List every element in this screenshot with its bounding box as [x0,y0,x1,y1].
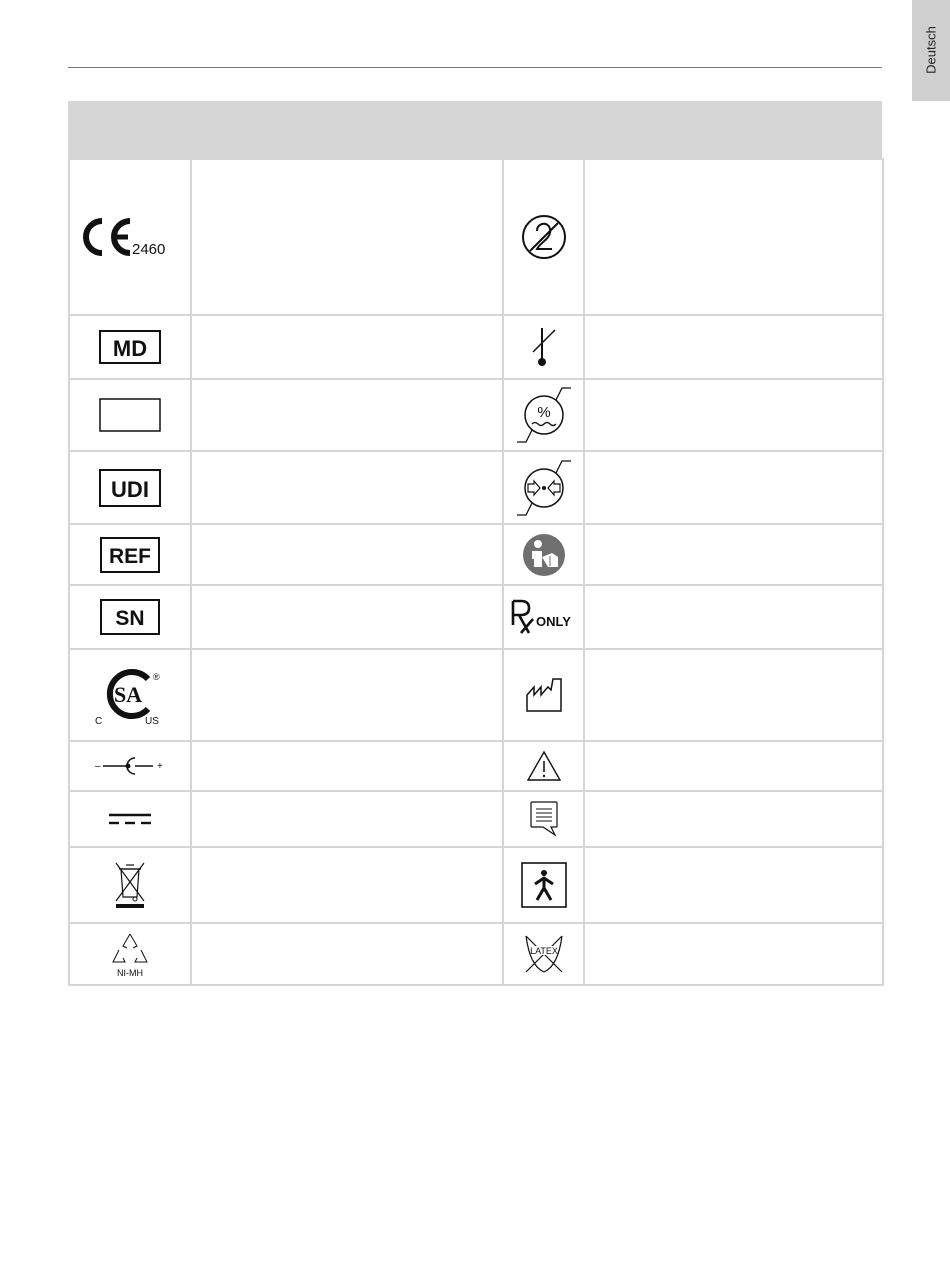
description-cell [191,923,503,985]
table-row [69,379,883,451]
table-row [69,741,883,791]
note-icon [529,800,559,838]
symbol-cell [503,791,584,847]
table-row [69,649,883,741]
language-tab-label: Deutsch [923,26,939,74]
rx-only-label: ONLY [535,614,571,629]
symbol-cell [69,315,191,379]
description-cell [584,923,883,985]
description-cell [584,847,883,923]
symbol-cell [503,379,584,451]
nimh-label: NI-MH [117,968,143,978]
read-manual-icon [522,533,566,577]
table-row [69,524,883,585]
description-cell [191,791,503,847]
description-cell [584,379,883,451]
description-cell [191,649,503,741]
symbol-cell [69,923,191,985]
symbols-table [68,158,884,986]
description-cell [191,379,503,451]
description-cell [191,451,503,524]
description-cell [584,585,883,649]
table-row [69,847,883,923]
csa-c-label: C [95,716,103,727]
medical-device-icon [99,330,161,364]
svg-text:SA: SA [113,682,143,707]
symbol-cell [69,379,191,451]
symbol-cell [503,315,584,379]
symbol-cell [503,451,584,524]
polarity-plus: + [157,761,163,772]
table-header-bar [68,101,882,158]
temperature-limit-icon [527,324,561,370]
sn-label: SN [115,607,145,630]
description-cell [584,159,883,315]
polarity-minus: – [95,761,101,772]
type-bf-icon [521,862,567,908]
description-cell [191,847,503,923]
latex-label: LATEX [529,946,558,956]
symbol-cell [69,791,191,847]
symbol-cell [503,585,584,649]
symbol-cell [503,847,584,923]
rx-only-icon [509,599,579,635]
description-cell [191,585,503,649]
symbol-cell [69,847,191,923]
table-row [69,315,883,379]
weee-bin-icon [113,861,147,909]
do-not-reuse-icon [520,213,568,261]
symbol-cell [69,159,191,315]
svg-text:%: % [536,404,551,421]
symbol-cell [503,741,584,791]
symbol-cell [69,741,191,791]
symbol-cell [503,649,584,741]
header-rule [68,67,882,68]
md-label: MD [112,336,148,361]
ce-mark-icon [80,217,180,257]
description-cell [584,649,883,741]
ce-notified-body-number: 2460 [132,241,166,258]
description-cell [584,741,883,791]
nimh-recycle-icon [107,930,153,978]
description-cell [191,315,503,379]
table-row [69,585,883,649]
direct-current-icon [109,812,151,826]
language-tab[interactable] [912,0,950,101]
description-cell [191,524,503,585]
blank-box-icon [99,398,161,432]
manufacturer-icon [525,677,563,713]
symbol-cell [69,524,191,585]
latex-free-icon [522,932,566,976]
pressure-limit-icon [516,459,572,517]
table-row [69,923,883,985]
symbol-cell [69,649,191,741]
humidity-limit-icon [516,386,572,444]
description-cell [191,159,503,315]
description-cell [584,315,883,379]
ref-label: REF [109,544,151,568]
table-row [69,451,883,524]
serial-number-icon [100,599,160,635]
udi-icon [99,469,161,507]
description-cell [191,741,503,791]
symbol-cell [503,524,584,585]
symbol-cell [503,923,584,985]
table-row [69,791,883,847]
csa-mark-icon [95,664,165,726]
polarity-icon [95,754,165,778]
csa-registered-mark: ® [153,672,160,682]
description-cell [584,451,883,524]
warning-icon [526,750,562,782]
csa-us-label: US [145,716,159,727]
ref-icon [100,537,160,573]
table-row [69,159,883,315]
udi-label: UDI [111,476,149,502]
symbol-cell [69,585,191,649]
symbol-cell [69,451,191,524]
description-cell [584,524,883,585]
symbol-cell [503,159,584,315]
description-cell [584,791,883,847]
